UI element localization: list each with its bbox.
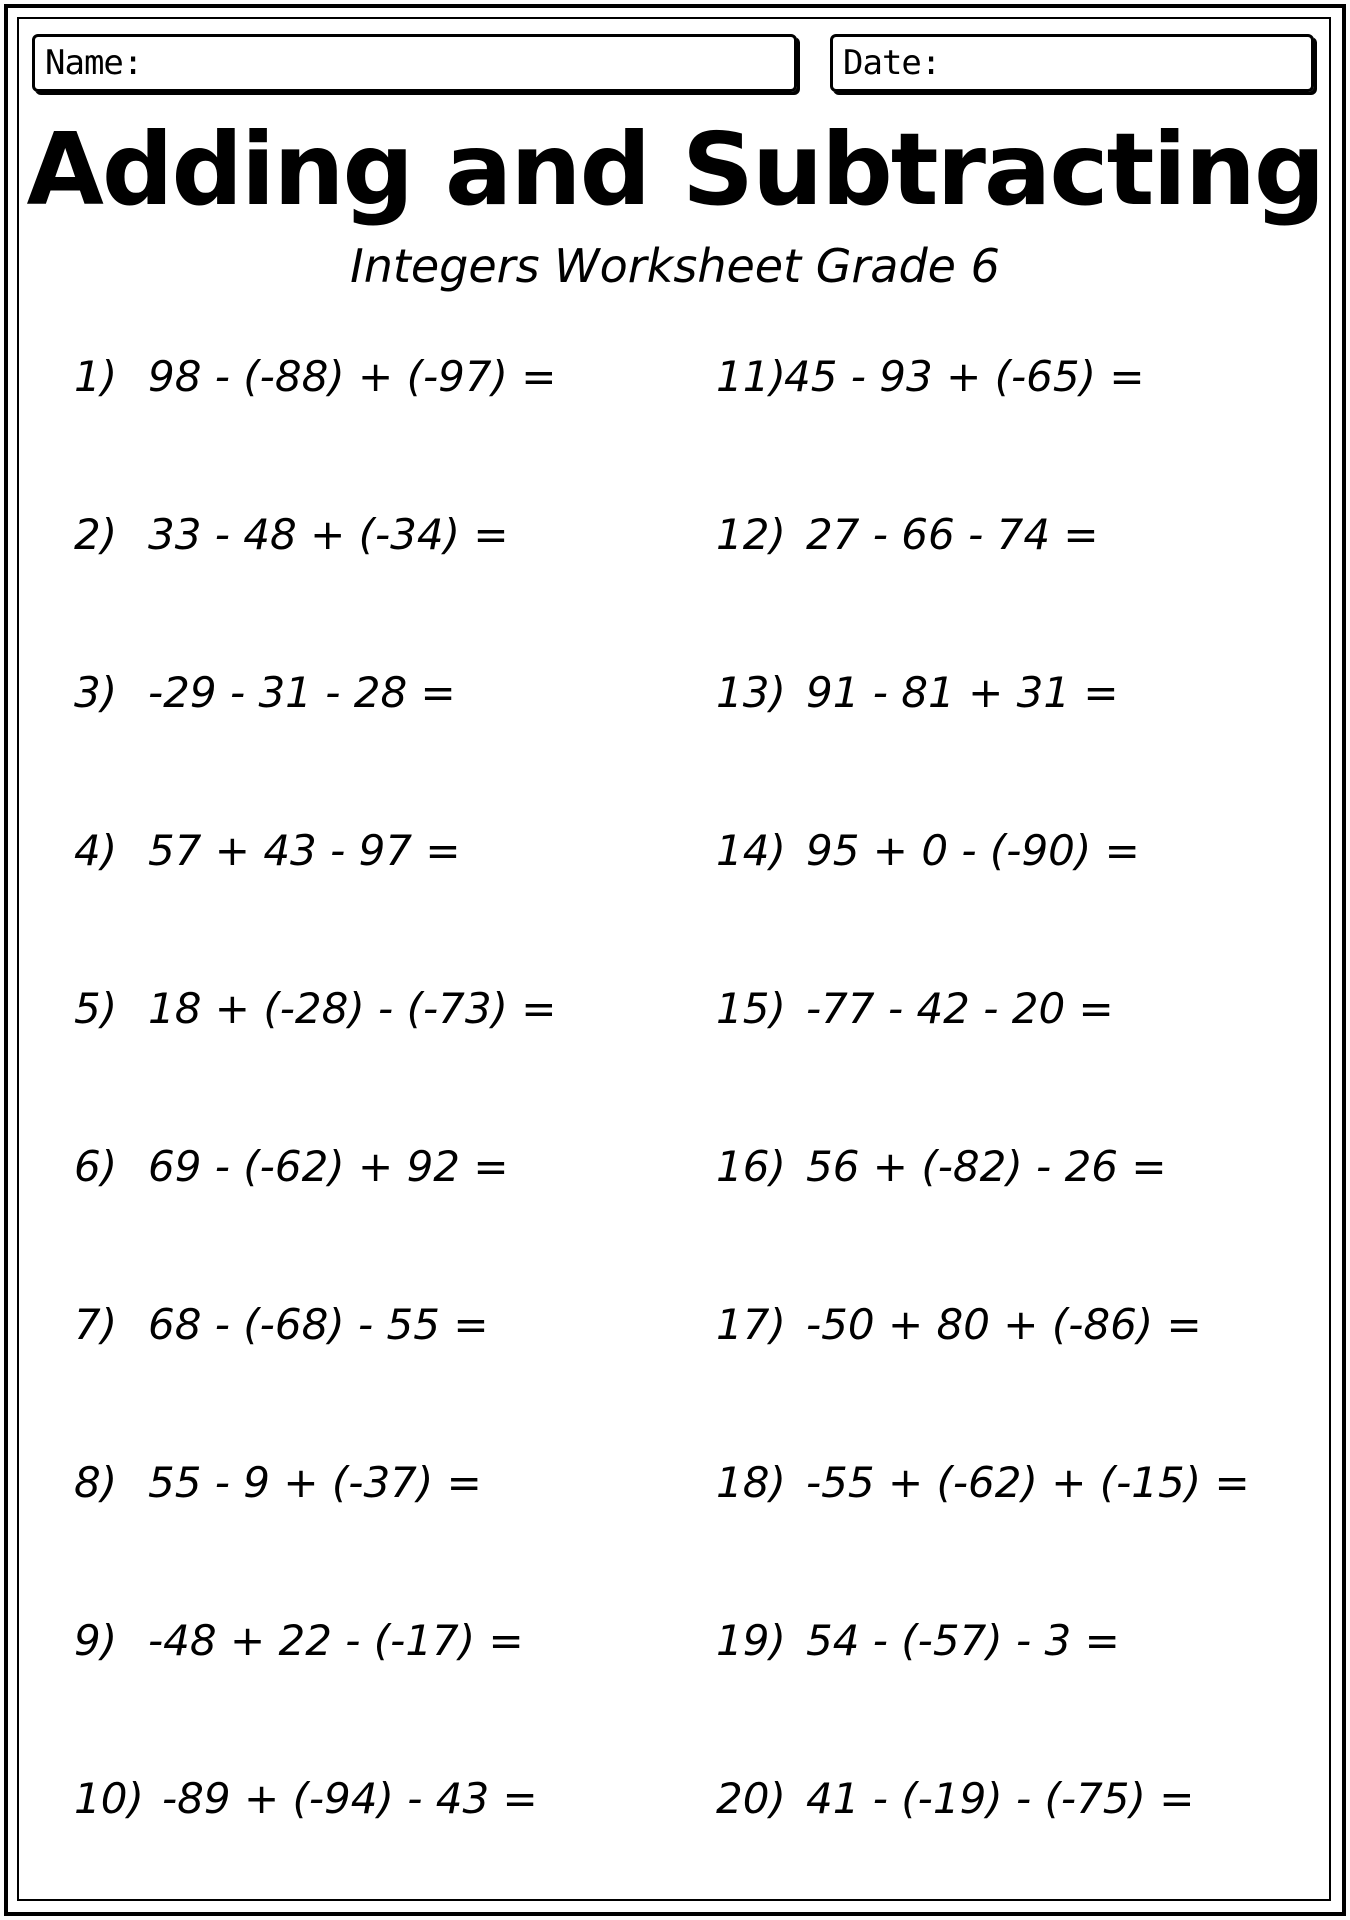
problem-number: 11) bbox=[716, 352, 786, 401]
problem-18 bbox=[716, 1458, 1250, 1508]
problem-number: 10) bbox=[74, 1774, 144, 1823]
worksheet-title: Adding and Subtracting bbox=[26, 111, 1324, 228]
problem-number: 9) bbox=[74, 1616, 118, 1665]
problem-expression: 68 - (-68) - 55 = bbox=[148, 1300, 489, 1349]
problem-2 bbox=[74, 510, 509, 560]
problem-expression: -50 + 80 + (-86) = bbox=[806, 1300, 1202, 1349]
date-field[interactable] bbox=[830, 34, 1314, 92]
date-label: Date: bbox=[843, 43, 941, 83]
problem-expression: 45 - 93 + (-65) = bbox=[784, 352, 1145, 401]
problem-number: 19) bbox=[716, 1616, 786, 1665]
problem-9 bbox=[74, 1616, 524, 1666]
problem-19 bbox=[716, 1616, 1120, 1666]
problem-expression: -89 + (-94) - 43 = bbox=[162, 1774, 538, 1823]
problem-expression: 18 + (-28) - (-73) = bbox=[148, 984, 557, 1033]
problem-number: 4) bbox=[74, 826, 118, 875]
problem-5 bbox=[74, 984, 556, 1034]
problem-number: 5) bbox=[74, 984, 118, 1033]
problem-number: 7) bbox=[74, 1300, 118, 1349]
problem-number: 12) bbox=[716, 510, 786, 559]
problem-number: 3) bbox=[74, 668, 118, 717]
problem-expression: 56 + (-82) - 26 = bbox=[806, 1142, 1167, 1191]
problem-8 bbox=[74, 1458, 482, 1508]
problem-number: 18) bbox=[716, 1458, 786, 1507]
problem-expression: 69 - (-62) + 92 = bbox=[148, 1142, 509, 1191]
problem-number: 13) bbox=[716, 668, 786, 717]
problem-4 bbox=[74, 826, 461, 876]
problem-expression: 54 - (-57) - 3 = bbox=[806, 1616, 1120, 1665]
problem-expression: 27 - 66 - 74 = bbox=[806, 510, 1099, 559]
problem-expression: 41 - (-19) - (-75) = bbox=[806, 1774, 1195, 1823]
problem-6 bbox=[74, 1142, 509, 1192]
problem-3 bbox=[74, 668, 456, 718]
problem-20 bbox=[716, 1774, 1194, 1824]
problem-12 bbox=[716, 510, 1099, 560]
problem-1 bbox=[74, 352, 556, 402]
problem-expression: 95 + 0 - (-90) = bbox=[806, 826, 1140, 875]
problem-number: 1) bbox=[74, 352, 118, 401]
problem-expression: -77 - 42 - 20 = bbox=[806, 984, 1114, 1033]
problem-10 bbox=[74, 1774, 538, 1824]
problem-expression: 91 - 81 + 31 = bbox=[806, 668, 1119, 717]
name-label: Name: bbox=[45, 43, 143, 83]
problem-13 bbox=[716, 668, 1119, 718]
problem-14 bbox=[716, 826, 1140, 876]
worksheet-subtitle: Integers Worksheet Grade 6 bbox=[350, 239, 1000, 293]
problem-number: 2) bbox=[74, 510, 118, 559]
problem-expression: -55 + (-62) + (-15) = bbox=[806, 1458, 1250, 1507]
name-field[interactable] bbox=[32, 34, 797, 92]
problem-number: 14) bbox=[716, 826, 786, 875]
problem-number: 6) bbox=[74, 1142, 118, 1191]
problem-17 bbox=[716, 1300, 1202, 1350]
problem-expression: 33 - 48 + (-34) = bbox=[148, 510, 509, 559]
problem-number: 8) bbox=[74, 1458, 118, 1507]
problem-7 bbox=[74, 1300, 489, 1350]
problem-expression: -29 - 31 - 28 = bbox=[148, 668, 456, 717]
problem-11 bbox=[716, 352, 1145, 402]
problem-number: 17) bbox=[716, 1300, 786, 1349]
problem-15 bbox=[716, 984, 1114, 1034]
problem-16 bbox=[716, 1142, 1167, 1192]
problem-expression: 55 - 9 + (-37) = bbox=[148, 1458, 482, 1507]
problem-expression: -48 + 22 - (-17) = bbox=[148, 1616, 524, 1665]
problem-number: 15) bbox=[716, 984, 786, 1033]
problem-expression: 98 - (-88) + (-97) = bbox=[148, 352, 557, 401]
problem-expression: 57 + 43 - 97 = bbox=[148, 826, 461, 875]
problem-number: 20) bbox=[716, 1774, 786, 1823]
problem-number: 16) bbox=[716, 1142, 786, 1191]
